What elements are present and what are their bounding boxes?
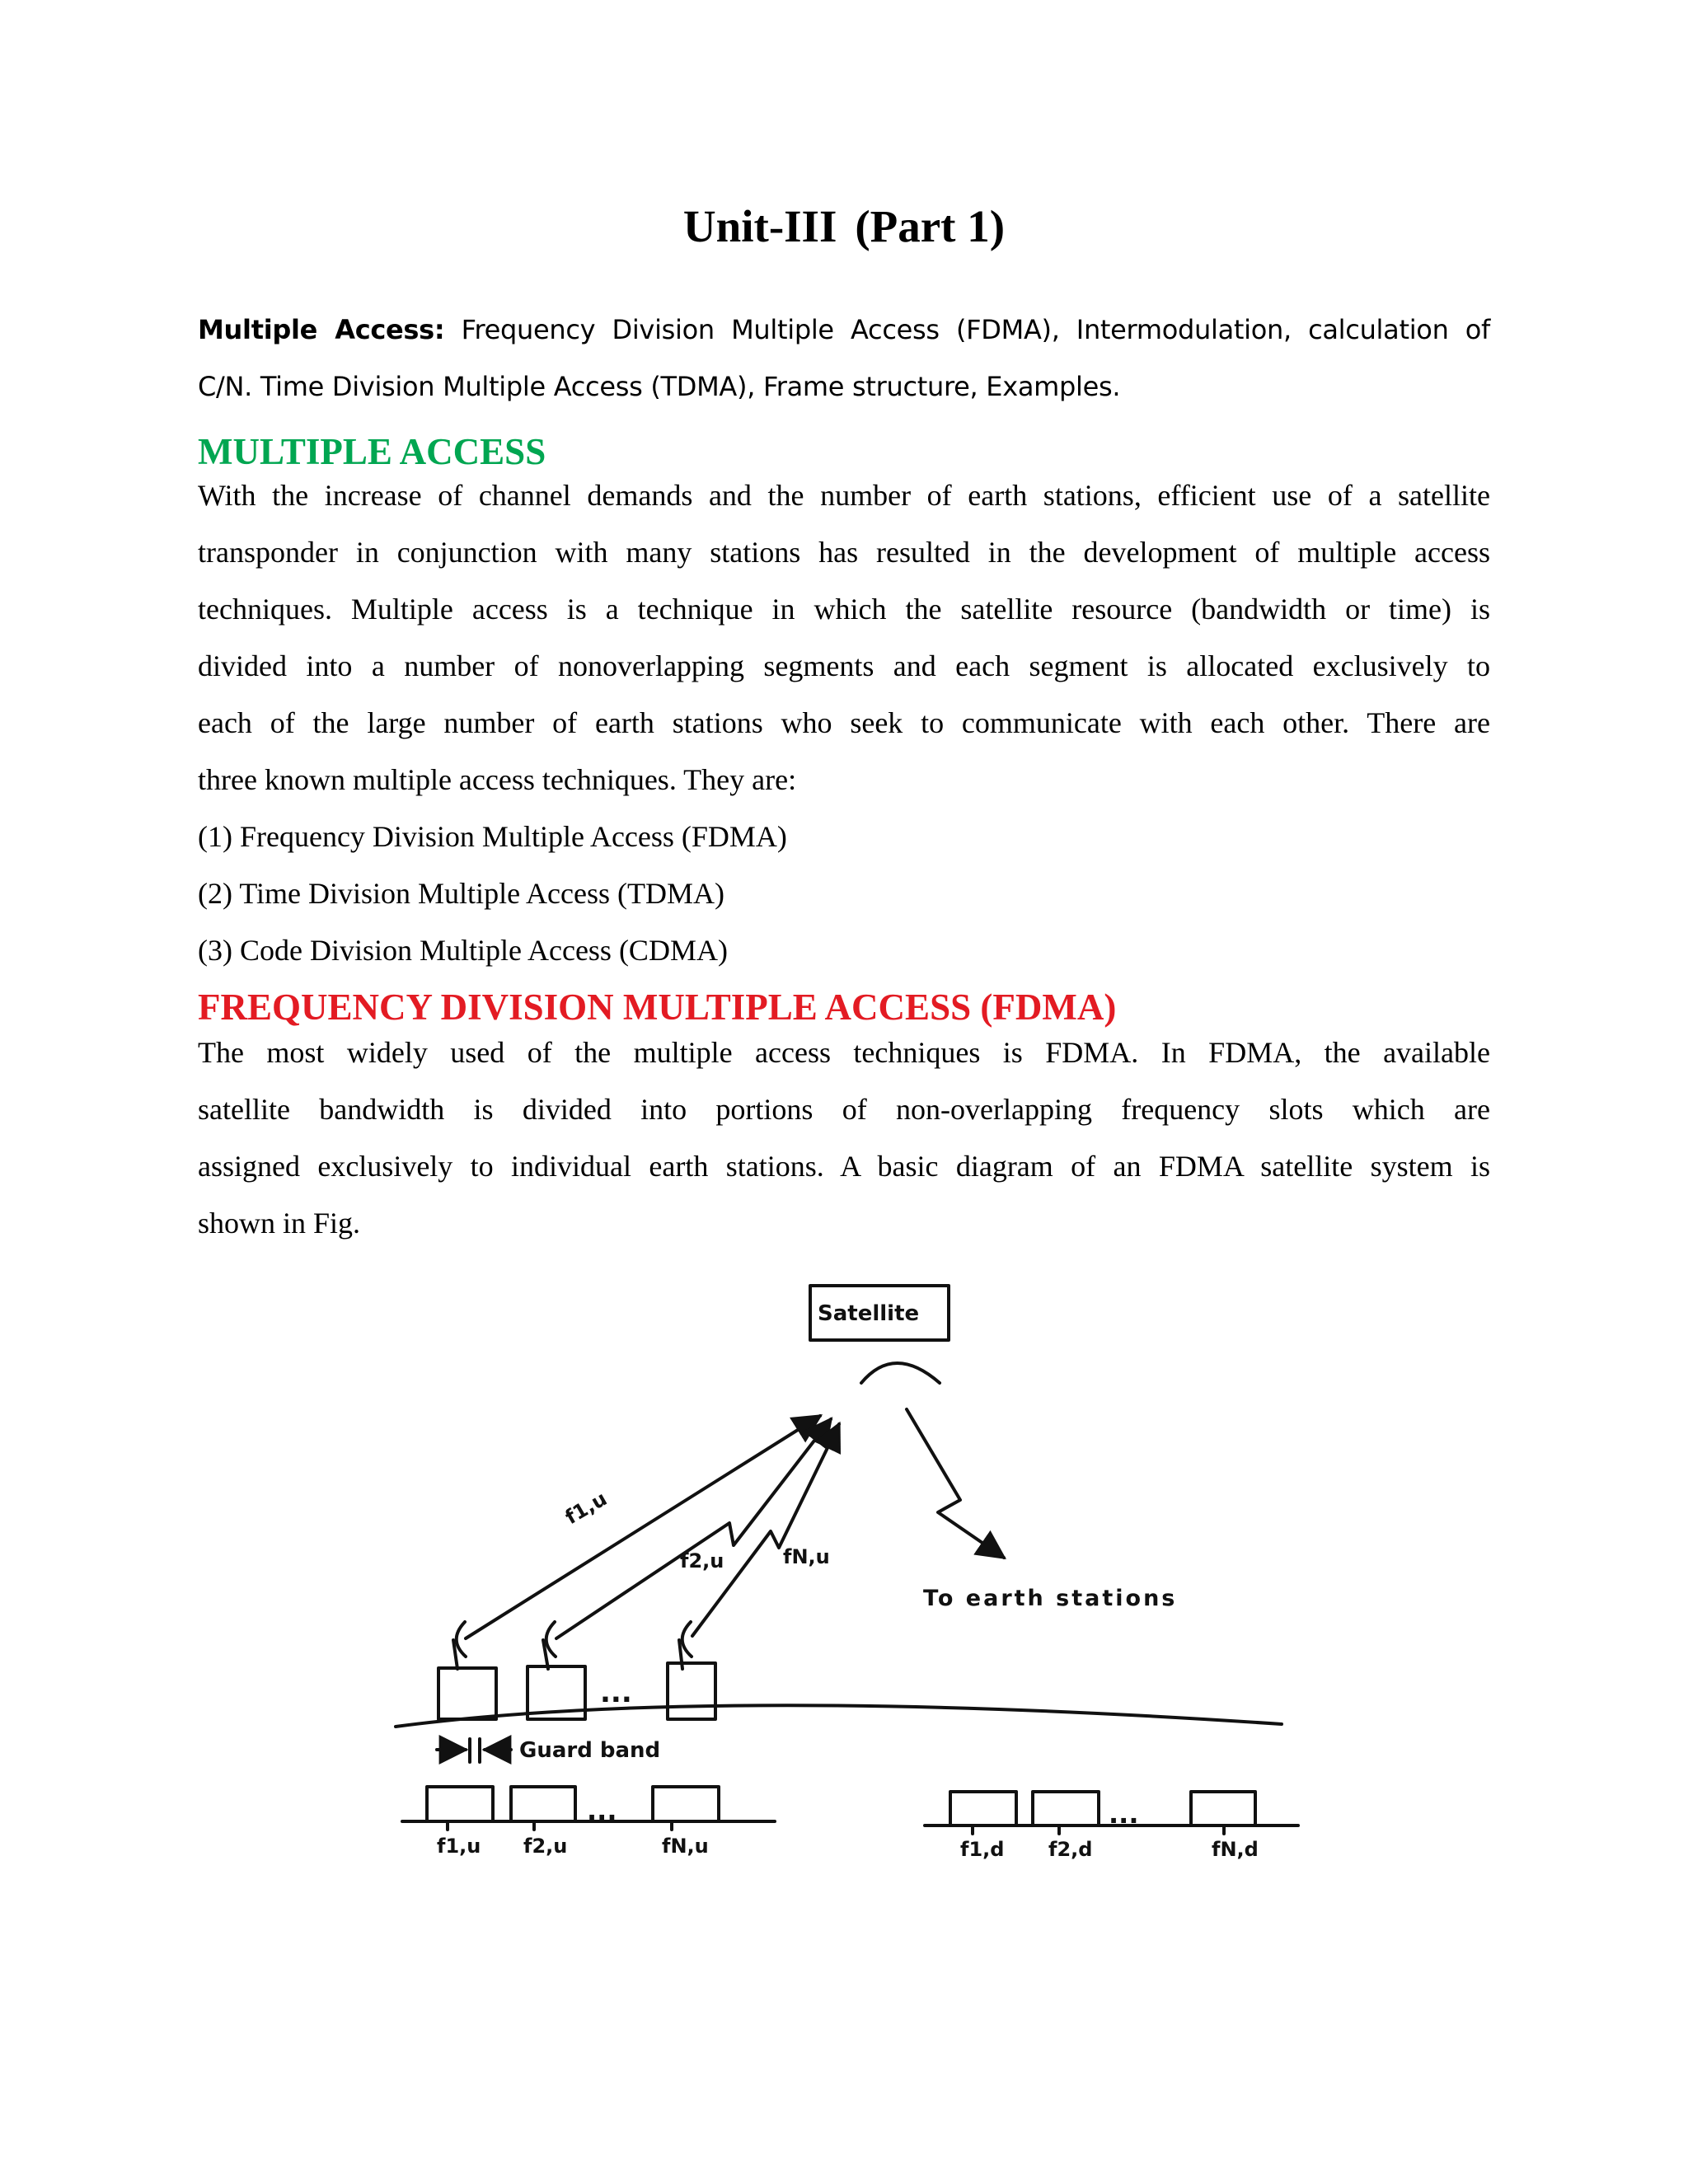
dish-2 bbox=[546, 1622, 556, 1657]
paragraph-line: each of the large number of earth stations who seek to communicate with each other. There are bbox=[198, 706, 1490, 739]
station-ellipsis: ... bbox=[600, 1676, 632, 1709]
paragraph-line: shown in Fig. bbox=[198, 1207, 361, 1240]
paragraph-line: techniques. Multiple access is a technique in which the satellite resource (bandwidth or time) is bbox=[198, 593, 1490, 626]
paragraph-line: transponder in conjunction with many stations has resulted in the development of multiple access bbox=[198, 536, 1490, 569]
station-n bbox=[668, 1663, 715, 1719]
fdma-paragraph bbox=[198, 1024, 1490, 1252]
downlink-freq-label-2: f2,d bbox=[1048, 1838, 1093, 1861]
uplink-slot-2 bbox=[511, 1787, 575, 1821]
to-earth-stations-label: To earth stations bbox=[923, 1586, 1178, 1611]
uplink-slot-1 bbox=[427, 1787, 493, 1821]
uplink-freq-label-2: f2,u bbox=[523, 1835, 568, 1858]
paragraph-line: satellite bandwidth is divided into portions of non-overlapping frequency slots which are bbox=[198, 1093, 1490, 1126]
dish-n bbox=[682, 1622, 692, 1657]
paragraph-line: With the increase of channel demands and the number of earth stations, efficient use of a satellite bbox=[198, 479, 1490, 512]
uplink-slot-ellipsis: ... bbox=[587, 1795, 617, 1826]
paragraph-line: assigned exclusively to individual earth stations. A basic diagram of an FDMA satellite system is bbox=[198, 1150, 1490, 1183]
paragraph-line: three known multiple access techniques. They are: bbox=[198, 763, 797, 796]
list-item-tdma: (2) Time Division Multiple Access (TDMA) bbox=[198, 877, 724, 910]
downlink-freq-label-n: fN,d bbox=[1212, 1838, 1259, 1861]
downlink-slot-1 bbox=[950, 1792, 1016, 1825]
syllabus-label: Multiple Access: bbox=[198, 314, 445, 345]
station-1 bbox=[438, 1668, 496, 1719]
page-title bbox=[0, 198, 1688, 255]
uplink-arrow-1 bbox=[466, 1416, 820, 1638]
fdma-diagram bbox=[379, 1269, 1327, 1912]
downlink-slot-ellipsis: ... bbox=[1109, 1798, 1139, 1830]
paragraph-line: The most widely used of the multiple access techniques is FDMA. In FDMA, the available bbox=[198, 1036, 1490, 1069]
list-item-cdma: (3) Code Division Multiple Access (CDMA) bbox=[198, 934, 728, 967]
syllabus-line-1 bbox=[198, 307, 1490, 363]
syllabus-paragraph bbox=[198, 307, 1490, 420]
paragraph-line: divided into a number of nonoverlapping segments and each segment is allocated exclusively to bbox=[198, 649, 1490, 682]
multiple-access-paragraph bbox=[198, 467, 1490, 979]
arrow-label-f2: f2,u bbox=[680, 1549, 724, 1572]
downlink-slot-n bbox=[1191, 1792, 1255, 1825]
list-item-fdma: (1) Frequency Division Multiple Access (FDMA) bbox=[198, 820, 787, 853]
arrow-label-f1: f1,u bbox=[561, 1487, 612, 1530]
satellite-antenna bbox=[861, 1363, 940, 1383]
title-part: (Part 1) bbox=[855, 201, 1006, 251]
title-unit: Unit-III bbox=[682, 201, 837, 251]
guard-band-label: Guard band bbox=[519, 1738, 661, 1763]
syllabus-line-2: C/N. Time Division Multiple Access (TDMA), Frame structure, Examples. bbox=[198, 371, 1121, 402]
downlink-arrow bbox=[907, 1409, 1004, 1558]
syllabus-line-1-text: Frequency Division Multiple Access (FDMA), Intermodulation, calculation of bbox=[461, 314, 1491, 345]
satellite-label: Satellite bbox=[818, 1301, 920, 1326]
downlink-freq-label-1: f1,d bbox=[960, 1838, 1005, 1861]
uplink-freq-label-1: f1,u bbox=[437, 1835, 481, 1858]
downlink-slot-2 bbox=[1033, 1792, 1099, 1825]
arrow-label-fn: fN,u bbox=[783, 1545, 830, 1568]
uplink-slot-n bbox=[653, 1787, 719, 1821]
uplink-arrow-n bbox=[692, 1424, 839, 1636]
uplink-freq-label-n: fN,u bbox=[662, 1835, 709, 1858]
section-heading-fdma: FREQUENCY DIVISION MULTIPLE ACCESS (FDMA) bbox=[198, 987, 1117, 1028]
section-heading-multiple-access: MULTIPLE ACCESS bbox=[198, 431, 546, 472]
